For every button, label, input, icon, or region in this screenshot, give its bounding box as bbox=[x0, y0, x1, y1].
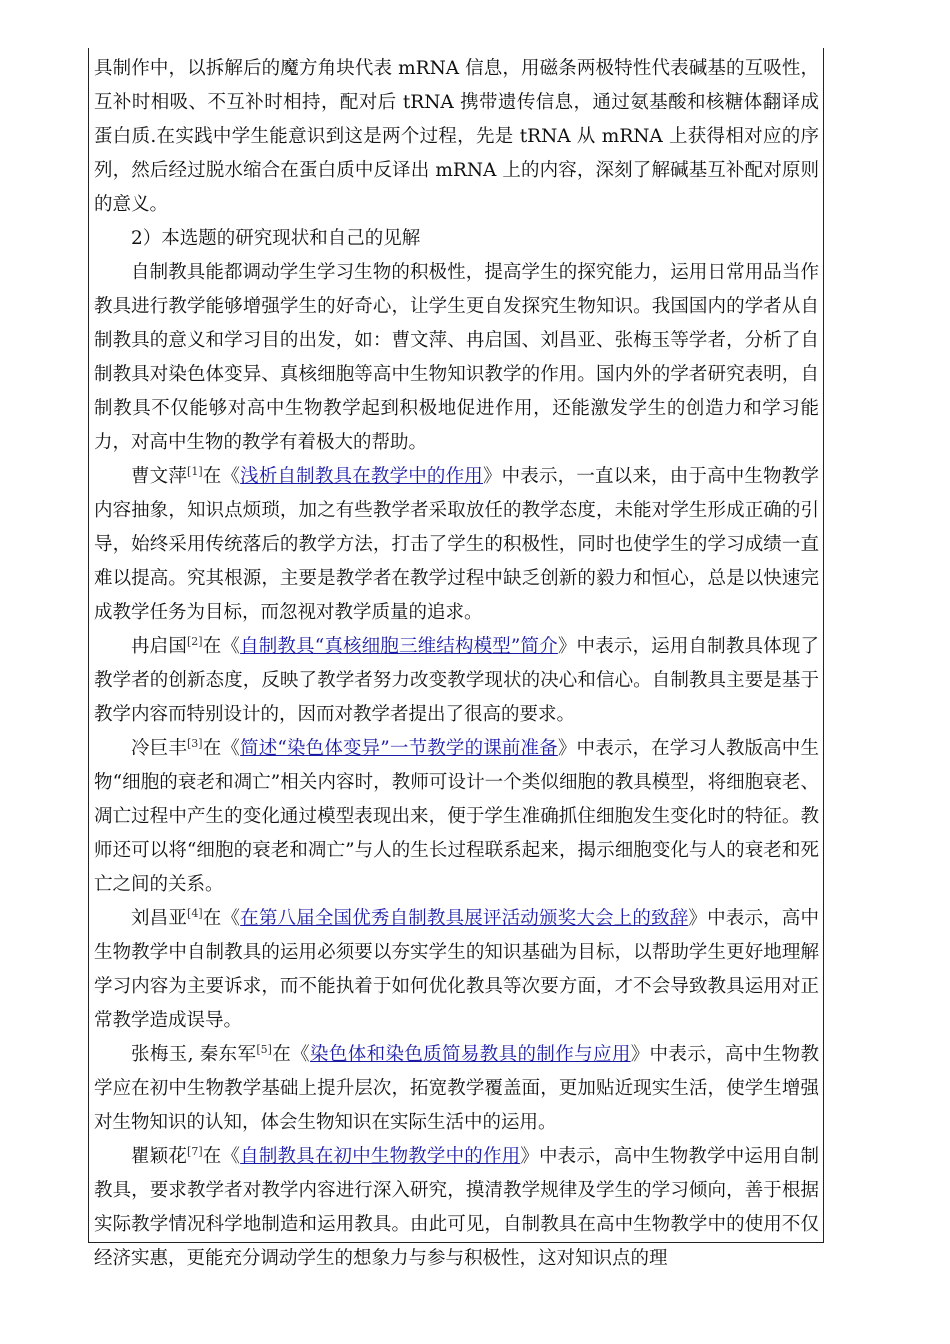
citation-paragraph-5 bbox=[94, 1038, 819, 1140]
citation-text: 》中表示，高中生物教学应在初中生物教学基础上提升层次，拓宽教学覆盖面，更加贴近现实生活，使学生增强对生物知识的认知，体会生物知识在实际生活中的运用。 bbox=[94, 1044, 819, 1133]
quote-open: 在《 bbox=[271, 1044, 310, 1065]
reference-mark[interactable]: [1] bbox=[187, 464, 203, 478]
quote-open: 在《 bbox=[202, 738, 241, 759]
reference-mark[interactable]: [5] bbox=[256, 1042, 272, 1056]
quote-open: 在《 bbox=[202, 908, 241, 929]
citation-title-link[interactable]: 染色体和染色质简易教具的制作与应用 bbox=[310, 1044, 631, 1065]
author: 刘昌亚 bbox=[131, 908, 188, 929]
reference-mark[interactable]: [7] bbox=[187, 1144, 203, 1158]
citation-paragraph-1 bbox=[94, 460, 819, 630]
citation-title-link[interactable]: 在第八届全国优秀自制教具展评活动颁奖大会上的致辞 bbox=[240, 908, 689, 929]
citation-paragraph-6 bbox=[94, 1140, 819, 1276]
quote-open: 在《 bbox=[202, 466, 241, 487]
paragraph-continuation: 具制作中，以拆解后的魔方角块代表 mRNA 信息，用磁条两极特性代表碱基的互吸性，互补时相吸、不互补时相持，配对后 tRNA 携带遗传信息，通过氨基酸和核糖体翻译成蛋白质.在实践中学生能意识到这是两个过程，先是 tRNA 从 mRNA 上获得相对应的序列，然后经过脱水缩合在蛋白质中反译出 mRNA 上的内容，深刻了解碱基互补配对原则的意义。 bbox=[94, 58, 819, 215]
quote-open: 在《 bbox=[202, 1146, 241, 1167]
citation-paragraph-2 bbox=[94, 630, 819, 732]
citation-text: 》中表示，在学习人教版高中生物“细胞的衰老和凋亡”相关内容时，教师可设计一个类似细胞的教具模型，将细胞衰老、凋亡过程中产生的变化通过模型表现出来，便于学生准确抓住细胞发生变化时的特征。教师还可以将“细胞的衰老和凋亡”与人的生长过程联系起来，揭示细胞变化与人的衰老和死亡之间的关系。 bbox=[94, 738, 819, 895]
citation-title-link[interactable]: 自制教具“真核细胞三维结构模型”简介 bbox=[240, 636, 558, 657]
citation-text: 》中表示，高中生物教学中运用自制教具，要求教学者对教学内容进行深入研究，摸清教学规律及学生的学习倾向，善于根据实际教学情况科学地制造和运用教具。由此可见，自制教具在高中生物教学中的使用不仅经济实惠，更能充分调动学生的想象力与参与积极性，这对知识点的理 bbox=[94, 1146, 819, 1269]
author: 瞿颖花 bbox=[131, 1146, 188, 1167]
section-heading: 2）本选题的研究现状和自己的见解 bbox=[131, 228, 421, 249]
citation-title-link[interactable]: 浅析自制教具在教学中的作用 bbox=[240, 466, 483, 487]
quote-open: 在《 bbox=[202, 636, 241, 657]
citation-title-link[interactable]: 自制教具在初中生物教学中的作用 bbox=[240, 1146, 521, 1167]
citation-paragraph-3 bbox=[94, 732, 819, 902]
author: 冉启国 bbox=[131, 636, 187, 657]
author: 曹文萍 bbox=[131, 466, 188, 487]
citation-text: 》中表示，一直以来，由于高中生物教学内容抽象，知识点烦琐，加之有些教学者采取放任的教学态度，未能对学生形成正确的引导，始终采用传统落后的教学方法，打击了学生的积极性，同时也使学生的学习成绩一直难以提高。究其根源，主要是教学者在教学过程中缺乏创新的毅力和恒心，总是以快速完成教学任务为目标，而忽视对教学质量的追求。 bbox=[94, 466, 819, 623]
reference-mark[interactable]: [2] bbox=[186, 634, 203, 648]
paragraph-overview: 自制教具能都调动学生学习生物的积极性，提高学生的探究能力，运用日常用品当作教具进行教学能够增强学生的好奇心，让学生更自发探究生物知识。我国国内的学者从自制教具的意义和学习目的出发，如：曹文萍、冉启国、刘昌亚、张梅玉等学者，分析了自制教具对染色体变异、真核细胞等高中生物知识教学的作用。国内外的学者研究表明，自制教具不仅能够对高中生物教学起到积极地促进作用，还能激发学生的创造力和学习能力，对高中生物的教学有着极大的帮助。 bbox=[94, 262, 819, 453]
document-body bbox=[94, 52, 819, 1276]
reference-mark[interactable]: [4] bbox=[187, 906, 203, 920]
reference-mark[interactable]: [3] bbox=[186, 736, 203, 750]
citation-text: 》中表示，高中生物教学中自制教具的运用必须要以夯实学生的知识基础为目标，以帮助学生更好地理解学习内容为主要诉求，而不能执着于如何优化教具等次要方面，才不会导致教具运用对正常教学造成误导。 bbox=[94, 908, 819, 1031]
author: 张梅玉, 秦东军 bbox=[131, 1044, 257, 1065]
citation-text: 》中表示，运用自制教具体现了教学者的创新态度，反映了教学者努力改变教学现状的决心和信心。自制教具主要是基于教学内容而特别设计的，因而对教学者提出了很高的要求。 bbox=[94, 636, 819, 725]
citation-title-link[interactable]: 简述“染色体变异”一节教学的课前准备 bbox=[240, 738, 558, 759]
citation-paragraph-4 bbox=[94, 902, 819, 1038]
author: 冷巨丰 bbox=[131, 738, 187, 759]
